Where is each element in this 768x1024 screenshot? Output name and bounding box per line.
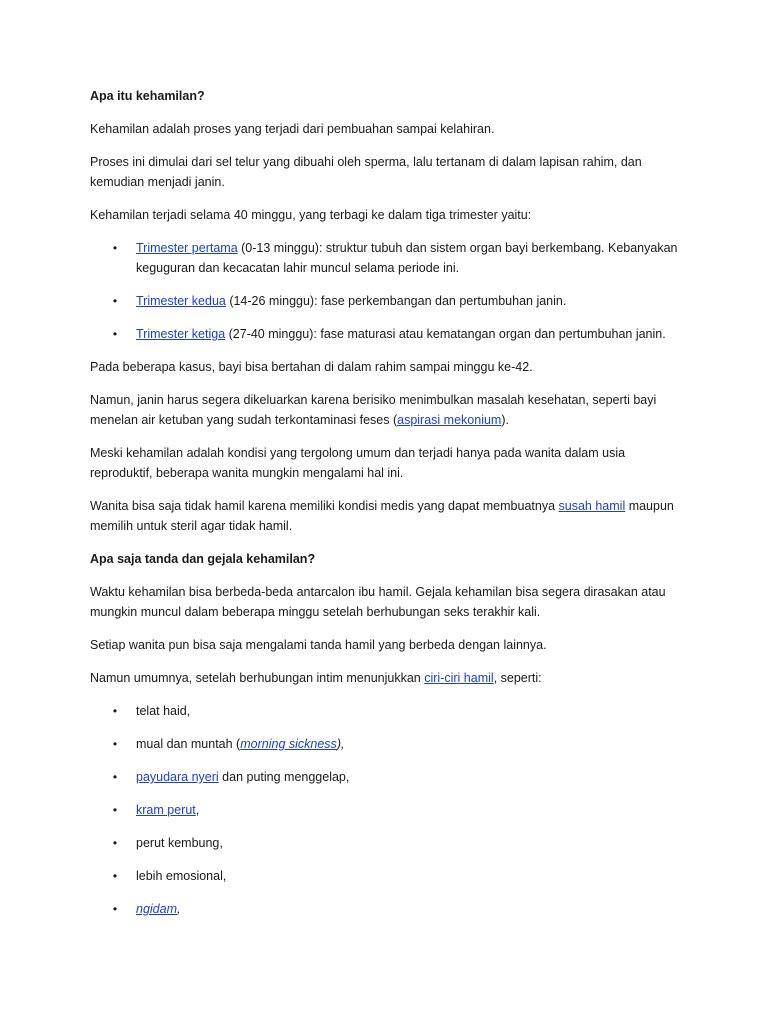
infertility-text-before: Wanita bisa saja tidak hamil karena memiliki kondisi medis yang dapat membuatnya bbox=[90, 499, 559, 513]
link-kram-perut[interactable]: kram perut bbox=[136, 803, 196, 817]
infertility-text-after: maupun memilih untuk steril agar tidak hamil. bbox=[90, 499, 674, 533]
paragraph-variation: Setiap wanita pun bisa saja mengalami tanda hamil yang berbeda dengan lainnya. bbox=[90, 638, 547, 652]
symptom-text-after: , bbox=[195, 803, 200, 817]
trimester-1-text: (0-13 minggu): struktur tubuh dan sistem organ bayi berkembang. Kebanyakan keguguran dan kecacatan lahir muncul selama periode ini. bbox=[136, 241, 678, 275]
paragraph-duration: Kehamilan terjadi selama 40 minggu, yang terbagi ke dalam tiga trimester yaitu: bbox=[90, 208, 532, 222]
symptom-text-after: ), bbox=[336, 737, 345, 751]
list-item-telat-haid bbox=[90, 701, 690, 721]
paragraph-risk bbox=[90, 390, 690, 430]
paragraph-process: Proses ini dimulai dari sel telur yang dibuahi oleh sperma, lalu tertanam di dalam lapisan rahim, dan kemudian menjadi janin. bbox=[90, 155, 642, 189]
symptom-text: perut kembung, bbox=[136, 836, 223, 850]
link-ciri-ciri-hamil[interactable]: ciri-ciri hamil bbox=[424, 671, 494, 685]
bullet-icon: • bbox=[112, 294, 118, 308]
symptom-text: lebih emosional, bbox=[136, 869, 227, 883]
link-trimester-kedua[interactable]: Trimester kedua bbox=[136, 294, 226, 308]
paragraph-week-42: Pada beberapa kasus, bayi bisa bertahan di dalam rahim sampai minggu ke-42. bbox=[90, 360, 533, 374]
link-morning-sickness[interactable]: morning sickness bbox=[240, 737, 337, 751]
paragraph-definition: Kehamilan adalah proses yang terjadi dari pembuahan sampai kelahiran. bbox=[90, 122, 495, 136]
link-aspirasi-mekonium[interactable]: aspirasi mekonium bbox=[397, 413, 502, 427]
list-item-trimester-3 bbox=[90, 324, 690, 344]
bullet-icon: • bbox=[112, 770, 118, 784]
symptom-text-before: mual dan muntah ( bbox=[136, 737, 241, 751]
section-heading-signs-symptoms: Apa saja tanda dan gejala kehamilan? bbox=[90, 552, 316, 566]
bullet-icon: • bbox=[112, 327, 118, 341]
document-page bbox=[90, 86, 690, 932]
link-payudara-nyeri[interactable]: payudara nyeri bbox=[136, 770, 219, 784]
trimester-list bbox=[90, 238, 690, 344]
list-item-trimester-1 bbox=[90, 238, 690, 278]
list-item-kram-perut bbox=[90, 800, 690, 820]
list-item-trimester-2 bbox=[90, 291, 690, 311]
trimester-2-text: (14-26 minggu): fase perkembangan dan pertumbuhan janin. bbox=[225, 294, 567, 308]
paragraph-common-signs bbox=[90, 668, 690, 688]
list-item-perut-kembung bbox=[90, 833, 690, 853]
bullet-icon: • bbox=[112, 902, 118, 916]
list-item-ngidam bbox=[90, 899, 690, 919]
paragraph-reproductive: Meski kehamilan adalah kondisi yang tergolong umum dan terjadi hanya pada wanita dalam usia reproduktif, beberapa wanita mungkin mengalami hal ini. bbox=[90, 446, 626, 480]
link-susah-hamil[interactable]: susah hamil bbox=[558, 499, 626, 513]
risk-text-before: Namun, janin harus segera dikeluarkan karena berisiko menimbulkan masalah kesehatan, seperti bayi menelan air ketuban yang sudah terkontaminasi feses ( bbox=[90, 393, 657, 427]
list-item-mual-muntah bbox=[90, 734, 690, 754]
bullet-icon: • bbox=[112, 704, 118, 718]
bullet-icon: • bbox=[112, 737, 118, 751]
list-item-payudara-nyeri bbox=[90, 767, 690, 787]
bullet-icon: • bbox=[112, 836, 118, 850]
list-item-lebih-emosional bbox=[90, 866, 690, 886]
trimester-3-text: (27-40 minggu): fase maturasi atau kematangan organ dan pertumbuhan janin. bbox=[225, 327, 666, 341]
symptom-text: telat haid, bbox=[136, 704, 191, 718]
paragraph-infertility bbox=[90, 496, 690, 536]
section-heading-what-is-pregnancy: Apa itu kehamilan? bbox=[90, 89, 205, 103]
link-trimester-ketiga[interactable]: Trimester ketiga bbox=[136, 327, 226, 341]
link-trimester-pertama[interactable]: Trimester pertama bbox=[136, 241, 238, 255]
bullet-icon: • bbox=[112, 803, 118, 817]
bullet-icon: • bbox=[112, 869, 118, 883]
link-ngidam[interactable]: ngidam bbox=[136, 902, 177, 916]
risk-text-after: ). bbox=[501, 413, 509, 427]
symptom-list bbox=[90, 701, 690, 919]
symptom-text-after: , bbox=[177, 902, 181, 916]
bullet-icon: • bbox=[112, 241, 118, 255]
symptom-text-after: dan puting menggelap, bbox=[218, 770, 350, 784]
paragraph-timing: Waktu kehamilan bisa berbeda-beda antarcalon ibu hamil. Gejala kehamilan bisa segera dirasakan atau mungkin muncul dalam beberapa minggu setelah berhubungan seks terakhir kali. bbox=[90, 585, 666, 619]
common-signs-text-before: Namun umumnya, setelah berhubungan intim menunjukkan bbox=[90, 671, 425, 685]
common-signs-text-after: , seperti: bbox=[493, 671, 542, 685]
